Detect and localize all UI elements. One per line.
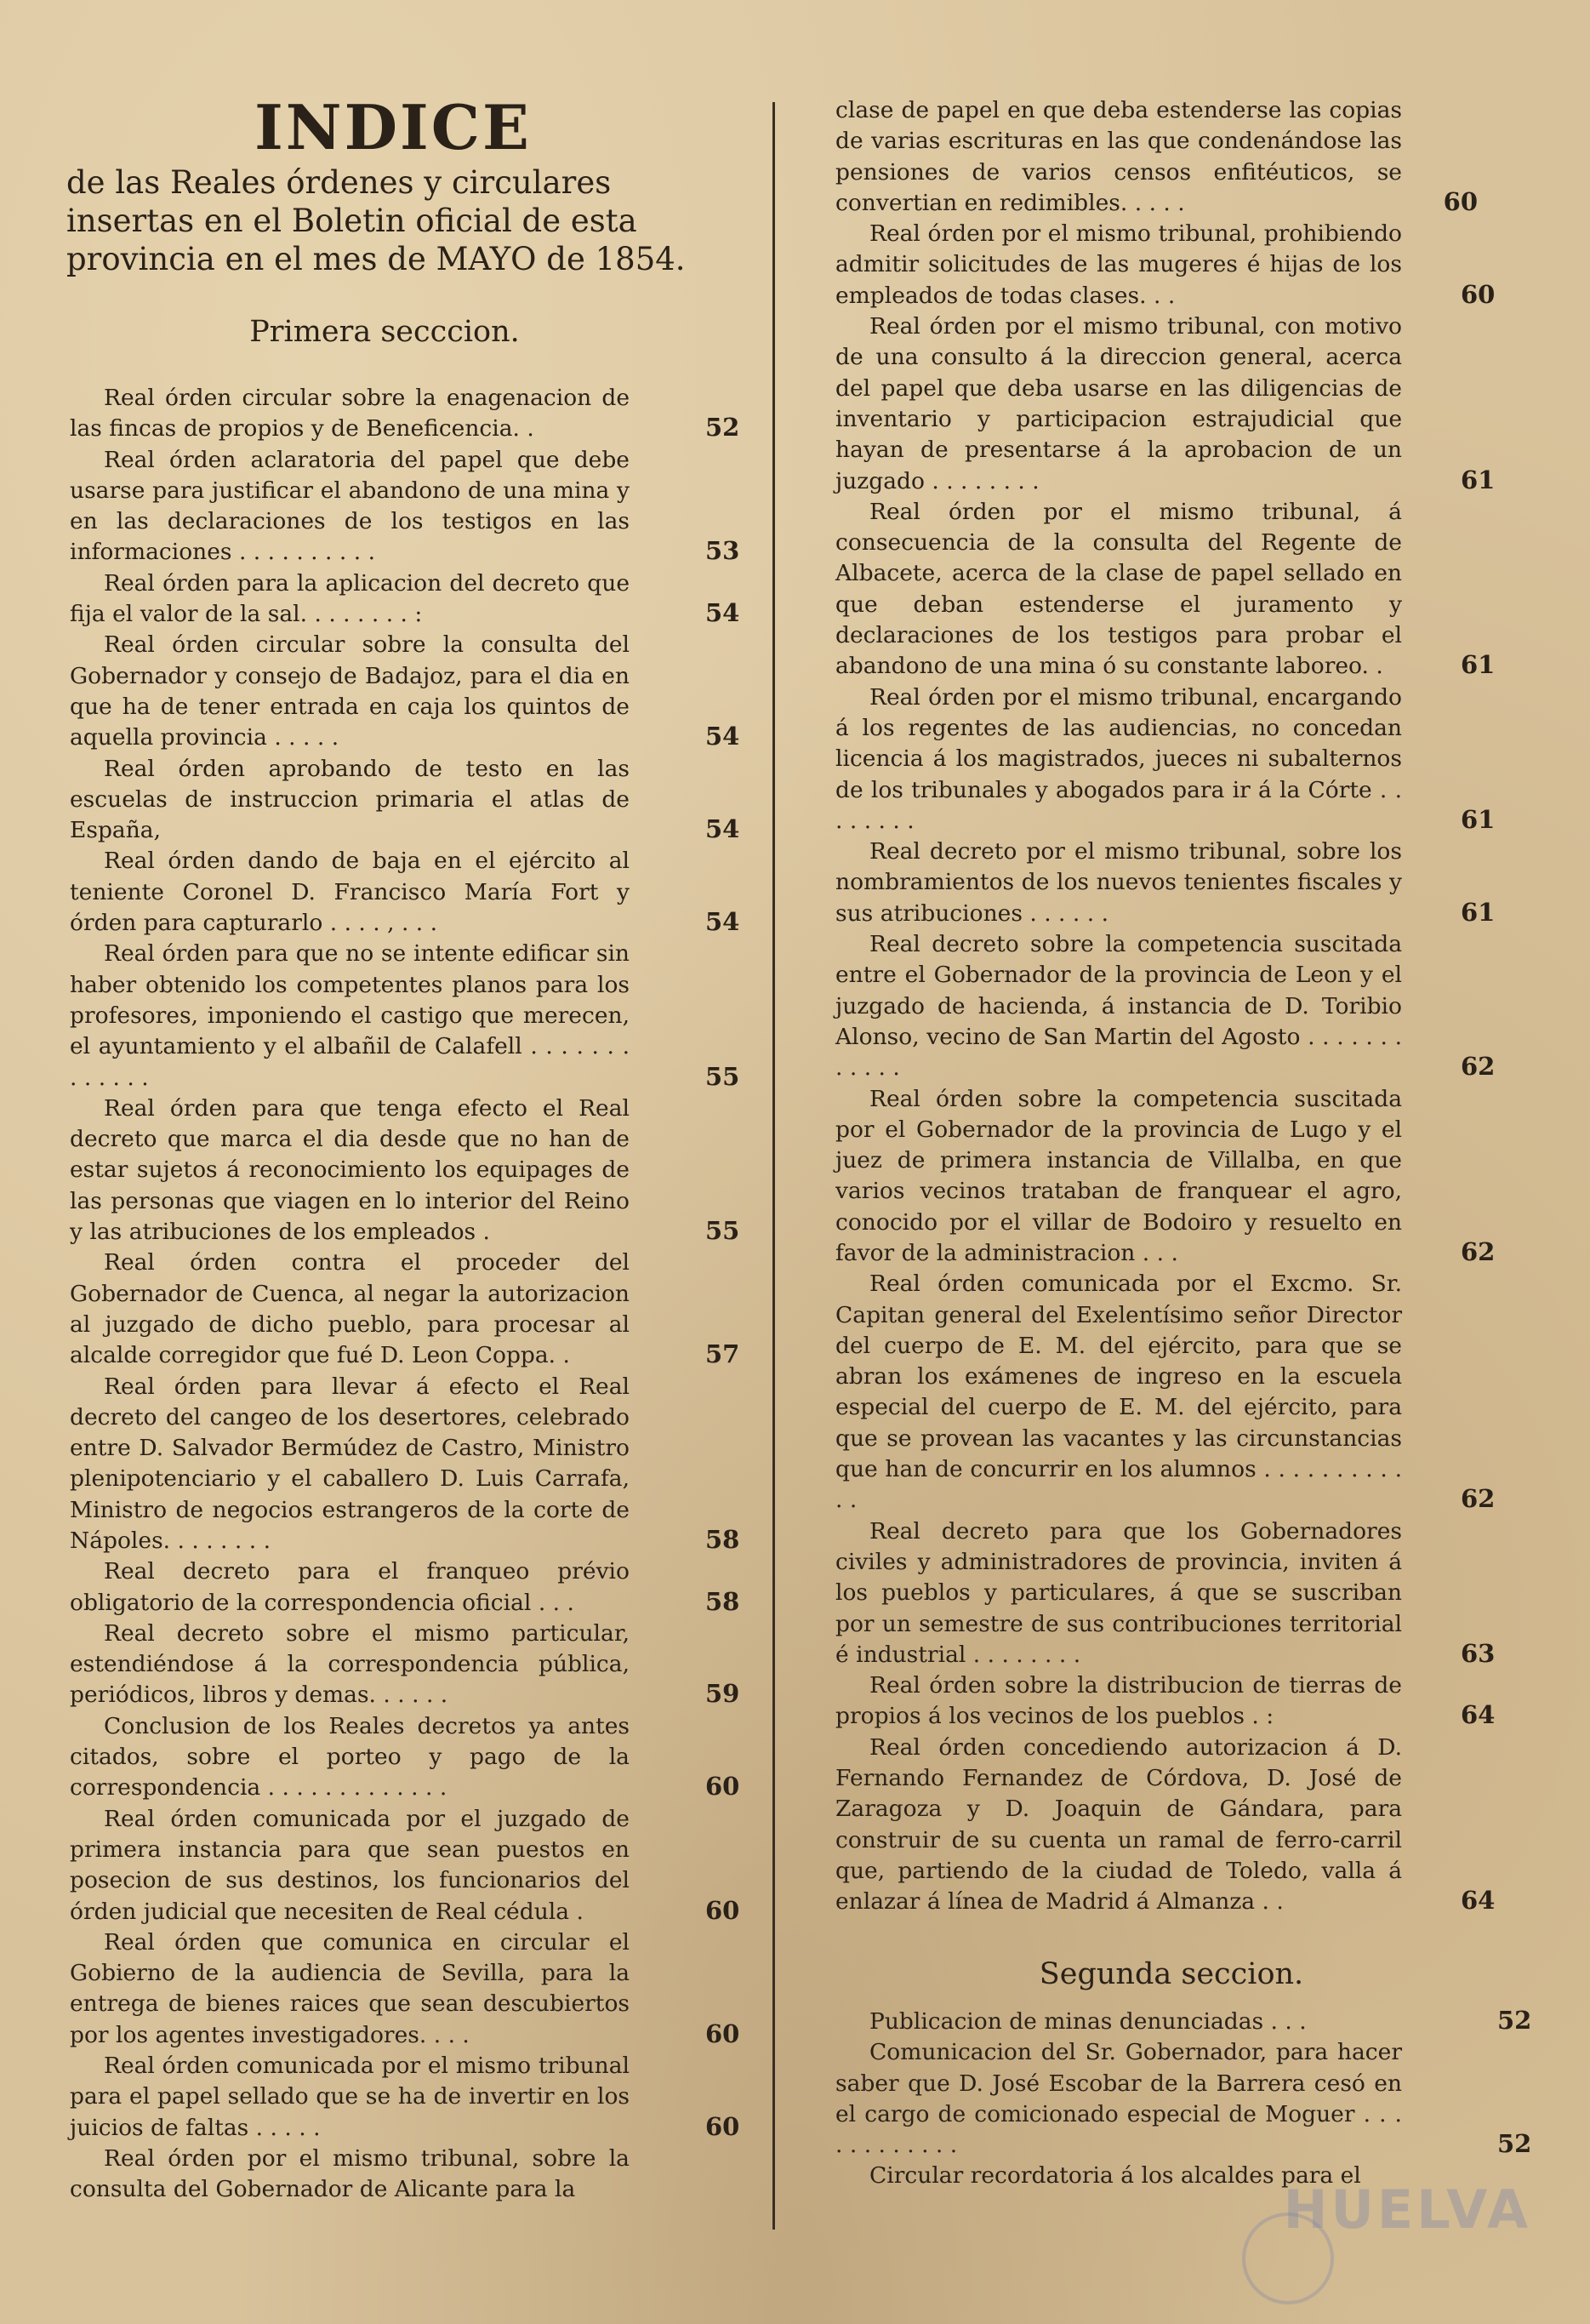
entry-text: Real órden sobre la competencia suscitada por el Gobernador de la provincia de Lugo y el juez de primera instancia de Villalba, en que varios vecinos trataban de franquear el agro, conocido por el villar de Bodoiro y resuelto en favor de la administracion . . . <box>835 1085 1402 1266</box>
index-entry <box>70 1804 740 1927</box>
entry-text: Real órden por el mismo tribunal, prohibiendo admitir solicitudes de las mugeres é hijas de los empleados de todas clases. . . <box>835 220 1402 309</box>
entry-text: Real órden para que tenga efecto el Real decreto que marca el dia desde que no han de estar sujetos á reconocimiento los equipages de las personas que viagen en lo interior del Reino y las atribuciones de los empleados . <box>70 1094 630 1246</box>
index-entry <box>835 837 1496 929</box>
entry-text: Real órden por el mismo tribunal, encargando á los regentes de las audiencias, no concedan licencia á los magistrados, jueces ni subalternos de los tribunales y abogados para ir á la Córte . . . . . . . . <box>835 683 1402 834</box>
entry-text: Comunicacion del Sr. Gobernador, para hacer saber que D. José Escobar de la Barrera cesó en el cargo de comicionado especial de Moguer . . . . . . . . . . . . <box>835 2039 1402 2159</box>
entry-text: Real órden comunicada por el mismo tribunal para el papel sellado que se ha de invertir en los juicios de faltas . . . . . <box>70 2053 630 2141</box>
index-entry <box>70 846 740 939</box>
entry-text: Real órden sobre la distribucion de tierras de propios á los vecinos de los pueblos . : <box>835 1672 1402 1730</box>
index-entry <box>70 1248 740 1371</box>
entry-page-number: 60 <box>1443 186 1478 216</box>
entry-page-number: 52 <box>1497 2129 1532 2159</box>
entry-page-number: 55 <box>705 1216 740 1246</box>
index-entry <box>70 383 740 445</box>
entry-page-number: 64 <box>1461 1886 1496 1916</box>
entry-page-number: 58 <box>705 1586 740 1616</box>
entry-text: Real órden comunicada por el juzgado de primera instancia para que sean puestos en posecion de sus destinos, los funcionarios del órden judicial que necesiten de Real cédula . <box>70 1805 630 1925</box>
entry-text: Real órden dando de baja en el ejército al teniente Coronel D. Francisco María Fort y órden para capturarlo . . . . , . . . <box>70 848 630 937</box>
entry-text: Real decreto por el mismo tribunal, sobre los nombramientos de los nuevos tenientes fiscales y sus atribuciones . . . . . . <box>835 838 1402 927</box>
entry-text: Real decreto sobre el mismo particular, estendiéndose á la correspondencia pública, periódicos, libros y demas. . . . . . <box>70 1619 630 1709</box>
index-entry <box>70 1093 740 1248</box>
section-heading-segunda: Segunda seccion. <box>1039 1957 1304 1991</box>
entry-page-number: 52 <box>705 413 740 443</box>
index-entry <box>70 1927 740 2051</box>
entry-page-number: 64 <box>1461 1700 1496 1730</box>
entry-page-number: 62 <box>1461 1236 1496 1266</box>
index-entry <box>835 1269 1496 1516</box>
right-column <box>835 95 1496 1918</box>
entry-text: Real decreto para el franqueo prévio obligatorio de la correspondencia oficial . . . <box>70 1558 630 1616</box>
second-section-column <box>835 2006 1532 2192</box>
entry-page-number: 54 <box>705 814 740 844</box>
entry-page-number: 55 <box>705 1061 740 1091</box>
entry-text: Real órden circular sobre la consulta del Gobernador y consejo de Badajoz, para el dia en que ha de tener entrada en caja los quintos de aquella provincia . . . . . <box>70 631 630 751</box>
index-entry <box>835 1733 1496 1918</box>
index-entry <box>835 1084 1496 1270</box>
index-entry <box>70 630 740 753</box>
entry-text: Real órden por el mismo tribunal, sobre la consulta del Gobernador de Alicante para la <box>70 2144 630 2203</box>
index-entry <box>70 1619 740 1711</box>
entry-page-number: 53 <box>705 536 740 566</box>
section-heading-primera: Primera secccion. <box>249 315 520 349</box>
archive-watermark: HUELVA <box>1283 2178 1531 2241</box>
index-entry <box>835 311 1496 497</box>
index-entry <box>835 497 1496 682</box>
entry-text: Conclusion de los Reales decretos ya antes citados, sobre el porteo y pago de la correspondencia . . . . . . . . . . . . . <box>70 1712 630 1802</box>
entry-text: Real órden por el mismo tribunal, á consecuencia de la consulta del Regente de Albacete, acerca de la clase de papel sellado en que deban estenderse el juramento y declaraciones de los testigos para probar el abandono de una mina ó su constante laboreo. . <box>835 498 1402 680</box>
index-entry <box>70 1556 740 1619</box>
left-column <box>70 383 740 2206</box>
entry-page-number: 57 <box>705 1339 740 1369</box>
index-entry <box>835 219 1496 311</box>
index-entry <box>835 682 1496 837</box>
entry-text: Real decreto para que los Gobernadores civiles y administradores de provincia, inviten á los pueblos y particulares, á que se suscriban por un semestre de sus contribuciones territorial é industrial . . . . . . . . <box>835 1517 1402 1668</box>
entry-text: Publicacion de minas denunciadas . . . <box>869 2008 1307 2035</box>
entry-page-number: 52 <box>1497 2006 1532 2035</box>
entry-page-number: 62 <box>1461 1484 1496 1514</box>
index-entry <box>70 2051 740 2144</box>
index-entry <box>70 2144 633 2206</box>
entry-text: Real órden contra el proceder del Gobernador de Cuenca, al negar la autorizacion al juzgado de dicho pueblo, para procesar al alcalde corregidor que fué D. Leon Coppa. . <box>70 1249 630 1369</box>
entry-page-number: 61 <box>1461 804 1496 834</box>
index-entry <box>70 1711 740 1804</box>
entry-page-number: 54 <box>705 598 740 628</box>
entry-text: Real órden aprobando de testo en las escuelas de instruccion primaria el atlas de España, <box>70 755 630 844</box>
index-entry <box>835 929 1496 1083</box>
index-title: INDICE <box>254 91 532 163</box>
entry-text: Real órden aclaratoria del papel que debe usarse para justificar el abandono de una mina y en las declaraciones de los testigos en las informaciones . . . . . . . . . . <box>70 446 630 566</box>
entry-page-number: 54 <box>705 907 740 937</box>
entry-text: Real órden comunicada por el Excmo. Sr. Capitan general del Exelentísimo señor Director del cuerpo de E. M. del ejército, para que se abran los exámenes de ingreso en la escuela especial del cuerpo de E. M. del ejército, para que se provean las vacantes y las circunstancias que han de concurrir en los alumnos . . . . . . . . . . . . <box>835 1270 1402 1514</box>
entry-text: Real órden para llevar á efecto el Real decreto del cangeo de los desertores, celebrado entre D. Salvador Bermúdez de Castro, Ministro plenipotenciario y el caballero D. Luis Carrafa, Ministro de negocios estrangeros de la corte de Nápoles. . . . . . . . <box>70 1373 630 1554</box>
index-entry <box>70 568 740 631</box>
entry-page-number: 60 <box>705 1772 740 1802</box>
index-entry <box>835 1516 1496 1670</box>
entry-page-number: 60 <box>705 2111 740 2141</box>
entry-page-number: 62 <box>1461 1052 1496 1082</box>
entry-text: Real órden concediendo autorizacion á D. Fernando Fernandez de Córdova, D. José de Zaragoza y D. Joaquin de Gándara, para construir de su cuenta un ramal de ferro-carril que, partiendo de la ciudad de Toledo, valla á enlazar á línea de Madrid á Almanza . . <box>835 1733 1402 1916</box>
entry-page-number: 61 <box>1461 650 1496 680</box>
entry-text: Real órden por el mismo tribunal, con motivo de una consulto á la direccion general, acerca del papel que deba usarse en las diligencias de inventario y participacion estrajudicial que hayan de presentarse á la aprobacion de un juzgado . . . . . . . . <box>835 313 1402 494</box>
index-entry <box>70 445 740 568</box>
entry-text: Real decreto sobre la competencia suscitada entre el Gobernador de la provincia de Leon y el juzgado de hacienda, á instancia de D. Toribio Alonso, vecino de San Martin del Agosto . . . . . . . . . . . . <box>835 931 1402 1082</box>
entry-page-number: 60 <box>705 1895 740 1925</box>
index-entry <box>835 2037 1532 2161</box>
entry-page-number: 54 <box>705 722 740 751</box>
index-entry <box>70 1372 740 1557</box>
entry-page-number: 61 <box>1461 897 1496 927</box>
entry-text: Real órden para la aplicacion del decreto que fija el valor de la sal. . . . . . . . : <box>70 569 630 628</box>
entry-page-number: 59 <box>705 1679 740 1709</box>
entry-text: Circular recordatoria á los alcaldes para el <box>869 2162 1361 2190</box>
entry-page-number: 60 <box>1461 279 1496 309</box>
index-entry <box>835 95 1478 219</box>
index-entry <box>835 2006 1532 2037</box>
index-entry <box>835 1670 1496 1733</box>
entry-page-number: 60 <box>705 2019 740 2048</box>
entry-text: Real órden que comunica en circular el Gobierno de la audiencia de Sevilla, para la entrega de bienes raices que sean descubiertos por los agentes investigadores. . . . <box>70 1928 630 2048</box>
index-subtitle: de las Reales órdenes y circulares insertas en el Boletin oficial de esta provincia en el mes de MAYO de 1854. <box>66 164 686 277</box>
column-divider <box>772 102 775 2230</box>
entry-text: Real órden para que no se intente edificar sin haber obtenido los competentes planos para los profesores, imponiendo el castigo que merecen, el ayuntamiento y el albañil de Calafell . . . . . . . . . . . . . <box>70 940 630 1091</box>
entry-page-number: 58 <box>705 1524 740 1554</box>
entry-page-number: 61 <box>1461 465 1496 494</box>
entry-text: clase de papel en que deba estenderse las copias de varias escrituras en las que condenándose las pensiones de varios censos enfitéuticos, se convertian en redimibles. . . . . <box>835 97 1402 216</box>
entry-text: Real órden circular sobre la enagenacion de las fincas de propios y de Beneficencia. . <box>70 385 630 443</box>
index-entry <box>70 754 740 847</box>
entry-page-number: 63 <box>1461 1638 1496 1668</box>
index-entry <box>70 939 740 1093</box>
